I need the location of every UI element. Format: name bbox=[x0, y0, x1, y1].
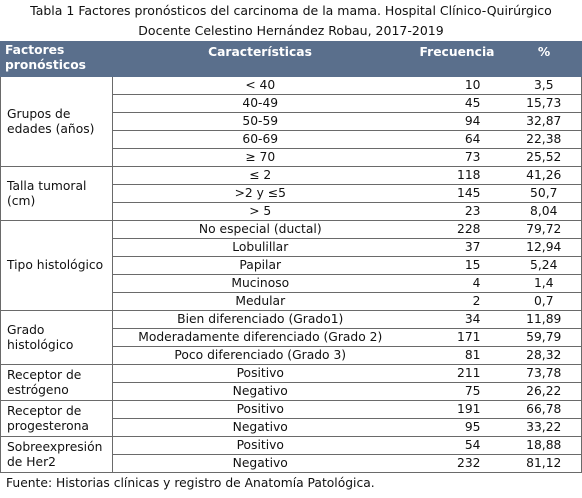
table-row bbox=[1, 167, 582, 185]
percent-cell: 32,87 bbox=[507, 113, 582, 131]
characteristic-cell: Poco diferenciado (Grado 3) bbox=[113, 347, 408, 365]
table-header-row bbox=[1, 42, 582, 77]
percent-cell: 5,24 bbox=[507, 257, 582, 275]
factor-cell: Receptor de progesterona bbox=[1, 401, 113, 437]
frequency-cell: 191 bbox=[408, 401, 507, 419]
factor-cell: Grado histológico bbox=[1, 311, 113, 365]
factor-cell: Sobreexpresión de Her2 bbox=[1, 437, 113, 473]
percent-cell: 26,22 bbox=[507, 383, 582, 401]
percent-cell: 1,4 bbox=[507, 275, 582, 293]
table-row bbox=[1, 221, 582, 239]
characteristic-cell: Positivo bbox=[113, 365, 408, 383]
table-row bbox=[1, 365, 582, 383]
header-characteristics: Características bbox=[113, 42, 408, 77]
caption-line-1: Tabla 1 Factores pronósticos del carcinoma de la mama. Hospital Clínico-Quirúrgico bbox=[30, 3, 552, 18]
header-factors bbox=[1, 42, 113, 77]
header-frequency: Frecuencia bbox=[408, 42, 507, 77]
frequency-cell: 73 bbox=[408, 149, 507, 167]
frequency-cell: 45 bbox=[408, 95, 507, 113]
characteristic-cell: Moderadamente diferenciado (Grado 2) bbox=[113, 329, 408, 347]
percent-cell: 79,72 bbox=[507, 221, 582, 239]
percent-cell: 59,79 bbox=[507, 329, 582, 347]
prognostic-factors-table bbox=[0, 41, 582, 473]
characteristic-cell: Papilar bbox=[113, 257, 408, 275]
percent-cell: 3,5 bbox=[507, 77, 582, 95]
characteristic-cell: Negativo bbox=[113, 383, 408, 401]
factor-cell: Grupos de edades (años) bbox=[1, 77, 113, 167]
frequency-cell: 64 bbox=[408, 131, 507, 149]
characteristic-cell: Negativo bbox=[113, 419, 408, 437]
characteristic-cell: ≤ 2 bbox=[113, 167, 408, 185]
characteristic-cell: 60-69 bbox=[113, 131, 408, 149]
table-row bbox=[1, 437, 582, 455]
characteristic-cell: Positivo bbox=[113, 437, 408, 455]
percent-cell: 15,73 bbox=[507, 95, 582, 113]
characteristic-cell: 40-49 bbox=[113, 95, 408, 113]
percent-cell: 81,12 bbox=[507, 455, 582, 473]
table-row bbox=[1, 77, 582, 95]
factor-cell: Tipo histológico bbox=[1, 221, 113, 311]
characteristic-cell: Negativo bbox=[113, 455, 408, 473]
percent-cell: 28,32 bbox=[507, 347, 582, 365]
caption-line-2: Docente Celestino Hernández Robau, 2017-2019 bbox=[138, 23, 444, 38]
characteristic-cell: No especial (ductal) bbox=[113, 221, 408, 239]
percent-cell: 18,88 bbox=[507, 437, 582, 455]
characteristic-cell: Medular bbox=[113, 293, 408, 311]
percent-cell: 41,26 bbox=[507, 167, 582, 185]
frequency-cell: 10 bbox=[408, 77, 507, 95]
table-row bbox=[1, 311, 582, 329]
frequency-cell: 228 bbox=[408, 221, 507, 239]
percent-cell: 33,22 bbox=[507, 419, 582, 437]
frequency-cell: 81 bbox=[408, 347, 507, 365]
percent-cell: 0,7 bbox=[507, 293, 582, 311]
percent-cell: 25,52 bbox=[507, 149, 582, 167]
frequency-cell: 4 bbox=[408, 275, 507, 293]
table-source: Fuente: Historias clínicas y registro de Anatomía Patológica. bbox=[6, 476, 375, 490]
factor-cell: Talla tumoral (cm) bbox=[1, 167, 113, 221]
characteristic-cell: 50-59 bbox=[113, 113, 408, 131]
frequency-cell: 145 bbox=[408, 185, 507, 203]
frequency-cell: 2 bbox=[408, 293, 507, 311]
table-body bbox=[1, 77, 582, 473]
characteristic-cell: >2 y ≤5 bbox=[113, 185, 408, 203]
percent-cell: 73,78 bbox=[507, 365, 582, 383]
frequency-cell: 37 bbox=[408, 239, 507, 257]
frequency-cell: 23 bbox=[408, 203, 507, 221]
percent-cell: 11,89 bbox=[507, 311, 582, 329]
characteristic-cell: ≥ 70 bbox=[113, 149, 408, 167]
characteristic-cell: Positivo bbox=[113, 401, 408, 419]
percent-cell: 66,78 bbox=[507, 401, 582, 419]
characteristic-cell: > 5 bbox=[113, 203, 408, 221]
frequency-cell: 232 bbox=[408, 455, 507, 473]
percent-cell: 8,04 bbox=[507, 203, 582, 221]
characteristic-cell: Bien diferenciado (Grado1) bbox=[113, 311, 408, 329]
characteristic-cell: Lobulillar bbox=[113, 239, 408, 257]
frequency-cell: 118 bbox=[408, 167, 507, 185]
header-percent: % bbox=[507, 42, 582, 77]
frequency-cell: 15 bbox=[408, 257, 507, 275]
percent-cell: 50,7 bbox=[507, 185, 582, 203]
characteristic-cell: Mucinoso bbox=[113, 275, 408, 293]
frequency-cell: 95 bbox=[408, 419, 507, 437]
frequency-cell: 34 bbox=[408, 311, 507, 329]
header-factors-line1: Factores bbox=[5, 43, 65, 57]
percent-cell: 12,94 bbox=[507, 239, 582, 257]
table-row bbox=[1, 401, 582, 419]
frequency-cell: 75 bbox=[408, 383, 507, 401]
frequency-cell: 211 bbox=[408, 365, 507, 383]
frequency-cell: 54 bbox=[408, 437, 507, 455]
factor-cell: Receptor de estrógeno bbox=[1, 365, 113, 401]
characteristic-cell: < 40 bbox=[113, 77, 408, 95]
frequency-cell: 171 bbox=[408, 329, 507, 347]
frequency-cell: 94 bbox=[408, 113, 507, 131]
table-caption bbox=[0, 0, 582, 41]
percent-cell: 22,38 bbox=[507, 131, 582, 149]
header-factors-line2: pronósticos bbox=[5, 58, 86, 72]
